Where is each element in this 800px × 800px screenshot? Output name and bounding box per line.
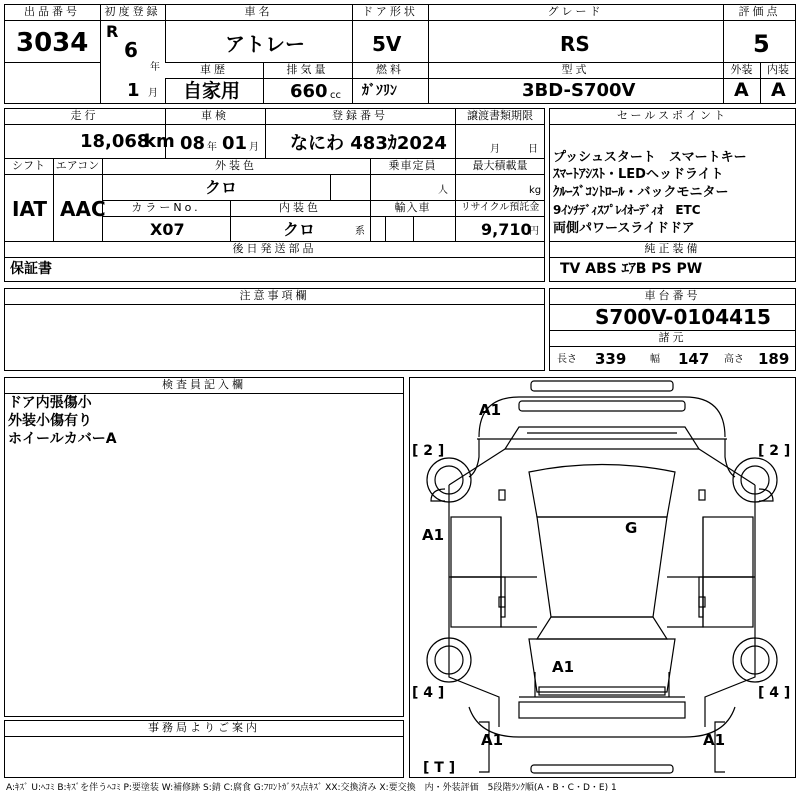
model-code: 3BD-S700V [522,80,636,101]
lot-no: 3034 [16,28,89,58]
damage-mark: A1 [481,731,504,749]
dimensions-label: 諸元 [658,331,687,344]
int-color-label: 内装色 [279,201,321,214]
mileage: 18,068 [80,131,150,152]
length: 339 [595,350,627,368]
displacement: 660 [290,81,328,102]
mileage-unit: km [144,131,175,152]
lot-no-label: 出品番号 [24,5,80,18]
grade: RS [560,32,590,56]
notes-label: 注意事項欄 [239,289,310,302]
aircon: AAC [60,197,106,221]
max-load-label: 最大積載量 [472,159,528,172]
sales-point-line: ｽﾏｰﾄｱｼｽﾄ・LEDヘッドライト [553,167,724,182]
width-label: 幅 [650,354,660,365]
color-no: X07 [150,220,185,239]
inspection-year: 08 [180,133,206,154]
inspection-month-unit: 月 [249,142,259,153]
tire-tag: [ 4 ] [758,685,791,701]
tire-tag: [ 4 ] [412,685,445,701]
door-label: ドア形状 [362,5,418,18]
fuel: ｶﾞｿﾘﾝ [362,83,397,99]
car-name: アトレー [225,32,305,56]
inspector-label: 検査員記入欄 [162,378,246,391]
recycle: 9,710 [481,220,532,239]
inspector-note: ホイールカバーA [8,431,117,447]
interior-grade: A [771,79,786,101]
height-label: 高さ [724,354,744,365]
grade-label: グレード [547,5,604,18]
first-reg-month: 1 [127,80,140,101]
chassis-number: S700V-0104415 [595,305,771,329]
month-unit: 月 [148,88,158,99]
reg-no-label: 登録番号 [332,109,388,122]
sales-point-line: プッシュスタート スマートキー [553,150,747,165]
inspector-note: ドア内張傷小 [8,395,92,411]
displacement-label: 排気量 [286,63,329,76]
int-color-unit: 系 [355,226,365,237]
shift: IAT [12,197,48,221]
history: 自家用 [183,80,241,102]
mileage-label: 走行 [70,109,99,122]
car-diagram [409,377,796,778]
capacity-unit: 人 [438,185,448,196]
damage-mark: A1 [422,526,445,544]
genuine-equipment: TV ABS ｴｱB PS PW [560,261,703,277]
fuel-label: 燃料 [376,63,404,76]
score-label: 評価点 [738,5,781,18]
sales-point-line: 両側パワースライドドア [553,221,695,236]
transfer-day-unit: 日 [528,144,538,155]
chassis-label: 車台番号 [644,289,701,302]
car-name-label: 車名 [244,5,273,18]
legend: A:ｷｽﾞ U:ﾍｺﾐ B:ｷｽﾞを伴うﾍｺﾐ P:要塗装 W:補修跡 S:錆 C:腐食 G:ﾌﾛﾝﾄｶﾞﾗｽ点ｷｽﾞ XX:交換済み X:要交換 内・外装評価 5段階ﾗﾝｸ順(A・B・C・D・E) 1 [6,783,617,793]
shift-label: シフト [12,159,45,172]
transfer-label: 譲渡書類期限 [467,109,533,122]
later-parts-label: 後日発送部品 [232,242,317,255]
damage-mark: G [625,519,638,537]
damage-mark: A1 [703,731,726,749]
tire-tag: [ T ] [423,760,456,776]
exterior-label: 外装 [730,63,753,76]
exterior-grade: A [734,79,749,101]
capacity-label: 乗車定員 [388,159,437,172]
score: 5 [753,30,770,58]
first-reg-label: 初度登録 [104,5,161,18]
load-unit: kg [529,185,542,196]
ext-color-label: 外装色 [215,159,257,172]
damage-mark: A1 [552,658,575,676]
sales-point-line: ｸﾙｰｽﾞｺﾝﾄﾛｰﾙ・バックモニター [553,185,729,200]
width: 147 [678,350,710,368]
color-no-label: カラーNo. [131,201,201,214]
tire-tag: [ 2 ] [758,443,791,459]
history-label: 車歴 [200,63,228,76]
length-label: 長さ [557,354,577,365]
tire-tag: [ 2 ] [412,443,445,459]
genuine-equipment-label: 純正装備 [644,242,701,255]
model-code-label: 型式 [561,63,590,76]
int-color: クロ [283,220,316,239]
ext-color: クロ [205,178,238,197]
reg-no: なにわ 483ｶ2024 [290,133,447,154]
import-label: 輸入車 [394,201,431,214]
door-type: 5V [372,32,402,56]
sales-points-label: セールスポイント [616,109,728,122]
office-label: 事務局よりご案内 [148,721,260,734]
era: R [106,22,119,41]
year-unit: 年 [150,62,160,73]
inspection-label: 車検 [201,109,229,122]
height: 189 [758,350,790,368]
aircon-label: エアコン [55,159,100,172]
displacement-unit: cc [330,90,341,101]
recycle-label: リサイクル預託金 [460,202,540,213]
damage-mark: A1 [479,401,502,419]
transfer-month-unit: 月 [490,144,500,155]
first-reg-year: 6 [124,38,138,62]
inspector-note: 外装小傷有り [8,413,92,429]
later-parts: 保証書 [10,261,52,277]
interior-label: 内装 [767,63,789,76]
inspection-year-unit: 年 [207,142,217,153]
sales-point-line: 9ｲﾝﾁﾃﾞｨｽﾌﾟﾚｲｵｰﾃﾞｨｵ ETC [553,203,701,217]
recycle-unit: 円 [529,226,539,237]
inspection-month: 01 [222,133,248,154]
